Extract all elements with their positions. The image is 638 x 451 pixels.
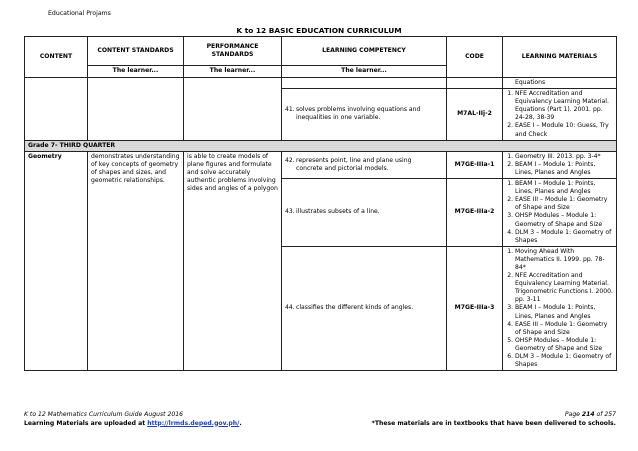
page-number: Page 214 of 257 — [564, 411, 616, 418]
materials-43 — [503, 179, 617, 247]
code-42: M7GE-IIIa-1 — [447, 151, 503, 178]
competency-42: 42.represents point, line and plane using concrete and pictorial models. — [282, 151, 447, 178]
footer-guide: K to 12 Mathematics Curriculum Guide August 2016 — [24, 411, 183, 418]
learner-cs: The learner... — [88, 66, 184, 78]
list-item: 1. Moving Ahead With Mathematics II. 1999. pp. 78-84* — [515, 248, 613, 272]
list-item: 4. EASE III – Module 1: Geometry of Shape and Size — [515, 321, 613, 337]
code-43: M7GE-IIIa-2 — [447, 179, 503, 247]
performance-standard-geometry: is able to create models of plane figures and formulate and solve accurately authentic problems involving sides and angles of a polygon — [184, 151, 282, 370]
list-item: 2. NFE Accreditation and Equivalency Learning Material. Trigonometric Functions I. 2000. pp. 3-11 — [515, 272, 613, 304]
list-item: 1. Geometry III. 2013. pp. 3-4* — [515, 153, 613, 161]
header-row — [25, 37, 617, 66]
grade-header-row — [25, 140, 617, 151]
top-note: Educational Projams — [48, 10, 111, 17]
content-standard-geometry: demonstrates understanding of key concepts of geometry of shapes and sizes, and geometric relationships. — [88, 151, 184, 370]
carry-material: Equations — [503, 78, 617, 89]
competency-41: 41.solves problems involving equations and inequalities in one variable. — [282, 89, 447, 141]
list-item: 6. DLM 3 – Module 1: Geometry of Shapes — [515, 353, 613, 369]
list-item: 1. NFE Accreditation and Equivalency Learning Material. Equations (Part 1). 2001. pp. 24-28, 38-39 — [515, 90, 613, 122]
footer-right — [372, 411, 616, 428]
col-header-learning-materials: LEARNING MATERIALS — [503, 37, 617, 78]
content-geometry: Geometry — [25, 151, 88, 370]
list-item: 3. BEAM I – Module 1: Points, Lines, Planes and Angles — [515, 304, 613, 320]
list-item: 2. EASE III – Module 1: Geometry of Shape and Size — [515, 196, 613, 212]
competency-43: 43.illustrates subsets of a line. — [282, 179, 447, 247]
curriculum-table — [24, 36, 617, 371]
materials-42 — [503, 151, 617, 178]
competency-44: 44.classifies the different kinds of angles. — [282, 246, 447, 370]
col-header-content-standards: CONTENT STANDARDS — [88, 37, 184, 66]
col-header-learning-competency: LEARNING COMPETENCY — [282, 37, 447, 66]
code-41: M7AL-IIj-2 — [447, 89, 503, 141]
footer-textbook-note: *These materials are in textbooks that have been delivered to schools. — [371, 419, 616, 427]
empty-cell — [25, 78, 88, 141]
list-item: 2. EASE I – Module 10: Guess, Try and Check — [515, 122, 613, 138]
materials-41 — [503, 89, 617, 141]
col-header-performance-standards: PERFORMANCE STANDARDS — [184, 37, 282, 66]
grade-header: Grade 7- THIRD QUARTER — [25, 140, 617, 151]
empty-cell — [282, 78, 447, 89]
learner-ps: The learner... — [184, 66, 282, 78]
col-header-content: CONTENT — [25, 37, 88, 78]
col-header-code: CODE — [447, 37, 503, 78]
list-item: 4. DLM 3 – Module 1: Geometry of Shapes — [515, 229, 613, 245]
empty-cell — [447, 78, 503, 89]
table-row — [25, 151, 617, 178]
lrmds-link[interactable]: http://lrmds.deped.gov.ph/ — [147, 419, 240, 427]
list-item: 5. OHSP Modules – Module 1: Geometry of Shape and Size — [515, 337, 613, 353]
document-title: K to 12 BASIC EDUCATION CURRICULUM — [236, 26, 402, 35]
list-item: 2. BEAM I – Module 1: Points, Lines, Planes and Angles — [515, 161, 613, 177]
learner-lc: The learner... — [282, 66, 447, 78]
list-item: 1. BEAM I – Module 1: Points, Lines, Planes and Angles — [515, 180, 613, 196]
empty-cell — [88, 78, 184, 141]
code-44: M7GE-IIIa-3 — [447, 246, 503, 370]
list-item: 3. OHSP Modules – Module 1: Geometry of Shape and Size — [515, 212, 613, 228]
materials-44 — [503, 246, 617, 370]
table-row — [25, 78, 617, 89]
footer-left — [24, 411, 242, 428]
footer-upload-note: Learning Materials are uploaded at http://lrmds.deped.gov.ph/. — [24, 419, 242, 427]
empty-cell — [184, 78, 282, 141]
